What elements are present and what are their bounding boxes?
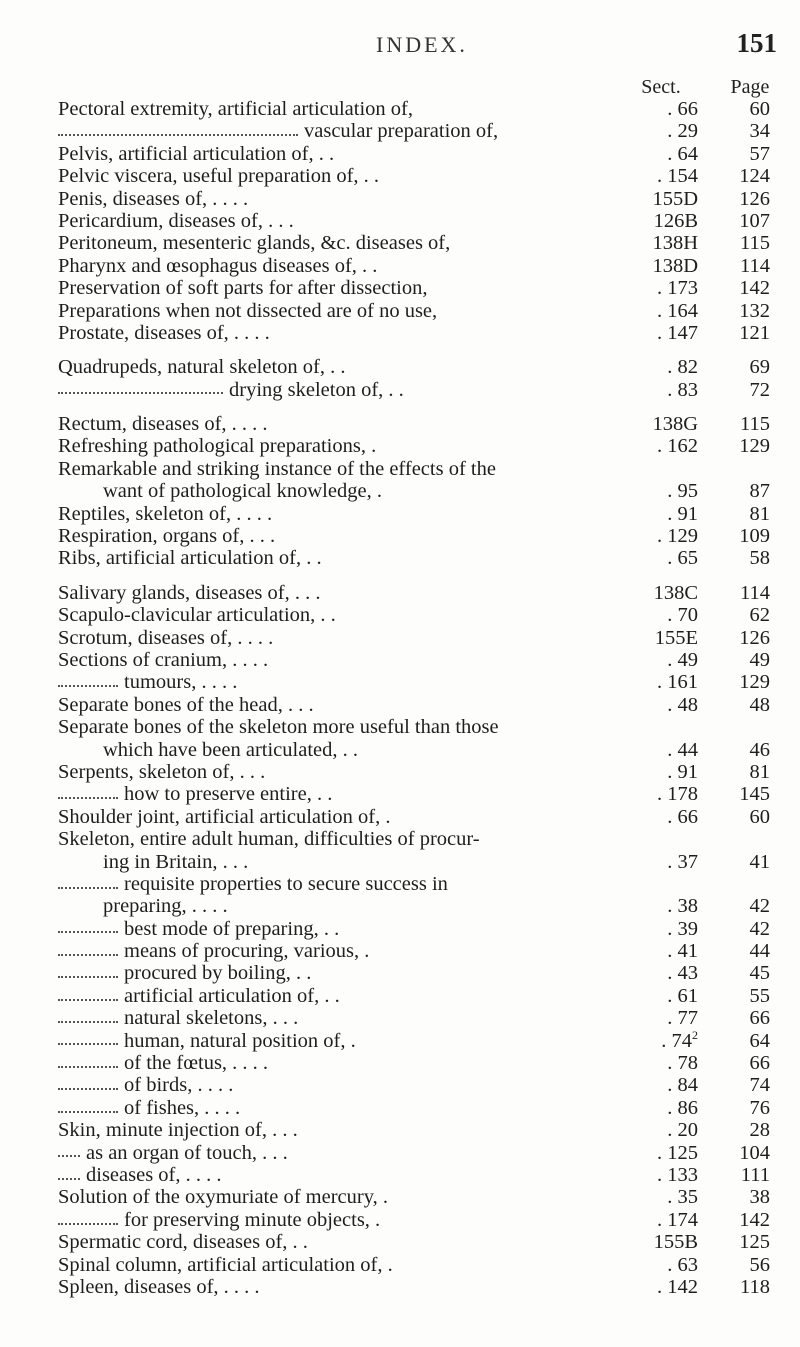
entry-page: 81 [749, 502, 770, 525]
entry-page: 69 [749, 356, 770, 379]
entry-section: . 95 [667, 480, 698, 503]
entry-label: Pelvic viscera, useful preparation of, . . [58, 165, 380, 188]
entry-page: 66 [749, 1007, 770, 1030]
index-entry [0, 761, 800, 783]
entry-section: . 35 [667, 1186, 698, 1209]
entry-page: 55 [749, 984, 770, 1007]
entry-page: 81 [749, 760, 770, 783]
index-entry [0, 828, 800, 850]
entry-page: 121 [739, 321, 770, 344]
entry-page: 48 [749, 693, 770, 716]
entry-page: 132 [739, 299, 770, 322]
entry-section: . 178 [657, 783, 698, 806]
entry-section: . 66 [667, 98, 698, 120]
entry-page: 126 [739, 626, 770, 649]
entry-text [58, 458, 496, 480]
index-entry [0, 1276, 800, 1298]
index-entry [0, 413, 800, 435]
entry-page: 114 [740, 581, 770, 604]
entry-section: . 162 [657, 435, 698, 458]
index-entry [0, 143, 800, 165]
entry-section: . 48 [667, 693, 698, 716]
entry-section: . 77 [667, 1007, 698, 1030]
index-entries [0, 98, 800, 1298]
entry-text [58, 694, 314, 716]
entry-text [58, 918, 339, 940]
entry-text [58, 525, 275, 547]
entry-label: natural skeletons, . . . [124, 1007, 299, 1030]
entry-label: Spleen, diseases of, . . . . [58, 1275, 260, 1298]
entry-text [58, 120, 498, 142]
index-entry [0, 918, 800, 940]
entry-section: 138C [653, 581, 698, 604]
entry-label: as an organ of touch, . . . [86, 1141, 288, 1164]
index-entry [0, 694, 800, 716]
entry-text [58, 1209, 380, 1231]
ditto-dash [58, 930, 118, 933]
entry-page: 109 [739, 525, 770, 548]
entry-label: vascular preparation of, [304, 120, 499, 143]
entry-text [58, 940, 369, 962]
entry-page: 44 [749, 940, 770, 963]
entry-page: 34 [749, 120, 770, 143]
entry-label: Ribs, artificial articulation of, . . [58, 547, 322, 570]
index-entry [0, 322, 800, 344]
entry-section: . 78 [667, 1052, 698, 1075]
entry-page: 66 [749, 1052, 770, 1075]
entry-section: . 142 [657, 1275, 698, 1298]
index-entry [0, 210, 800, 232]
entry-label: of the fœtus, . . . . [124, 1052, 269, 1075]
index-entry [0, 1027, 800, 1052]
entry-text [58, 582, 320, 604]
entry-section: . 133 [657, 1163, 698, 1186]
index-entry [0, 873, 800, 895]
entry-section: . $74^2$ [661, 1027, 698, 1052]
entry-page: 58 [749, 547, 770, 570]
ditto-dash [58, 953, 118, 956]
entry-label: Serpents, skeleton of, . . . [58, 760, 266, 783]
entry-page: 62 [749, 604, 770, 627]
entry-page: 28 [749, 1119, 770, 1142]
entry-section: . 161 [657, 671, 698, 694]
entry-section: . 125 [657, 1141, 698, 1164]
entry-text [58, 547, 322, 569]
entry-label: of fishes, . . . . [124, 1096, 241, 1119]
column-heading-sect: Sect. [641, 76, 681, 98]
index-entry [0, 379, 800, 401]
entry-label: Penis, diseases of, . . . . [58, 187, 249, 210]
index-entry [0, 255, 800, 277]
entry-label: Scapulo-clavicular articulation, . . [58, 604, 336, 627]
entry-page: 104 [739, 1141, 770, 1164]
index-entry [0, 1209, 800, 1231]
entry-label: Separate bones of the head, . . . [58, 693, 314, 716]
entry-text [58, 806, 390, 828]
entry-label: Remarkable and striking instance of the effects of the [58, 457, 496, 480]
ditto-dash [58, 391, 223, 394]
column-heading-page: Page [730, 76, 770, 98]
entry-label: which have been articulated, . . [103, 738, 358, 761]
ditto-dash [58, 684, 118, 687]
index-entry [0, 458, 800, 480]
running-title: INDEX. [376, 32, 468, 57]
entry-text [58, 379, 404, 401]
entry-section: . 43 [667, 962, 698, 985]
entry-section: . 154 [657, 165, 698, 188]
entry-label: diseases of, . . . . [86, 1163, 222, 1186]
entry-text [58, 716, 499, 738]
index-entry [0, 547, 800, 569]
entry-label: Solution of the oxymuriate of mercury, . [58, 1186, 389, 1209]
index-entry [0, 604, 800, 626]
entry-section: 138H [652, 232, 698, 255]
ditto-dash [58, 133, 298, 136]
entry-section: 155B [653, 1231, 698, 1254]
index-entry [0, 503, 800, 525]
entry-section: . 86 [667, 1096, 698, 1119]
entry-text [58, 356, 346, 378]
index-entry [0, 1074, 800, 1096]
ditto-dash [58, 1042, 118, 1045]
index-entry [0, 739, 800, 761]
entry-text [58, 604, 336, 626]
entry-page: 57 [749, 142, 770, 165]
index-entry [0, 120, 800, 142]
entry-text [58, 322, 270, 344]
index-entry [0, 300, 800, 322]
entry-text [58, 627, 273, 649]
index-entry [0, 962, 800, 984]
index-entry [0, 940, 800, 962]
entry-label: of birds, . . . . [124, 1074, 234, 1097]
entry-text [58, 1097, 240, 1119]
entry-section: 138G [652, 413, 698, 436]
entry-label: tumours, . . . . [124, 671, 238, 694]
entry-section: . 70 [667, 604, 698, 627]
index-entry [0, 1254, 800, 1276]
entry-page: 41 [749, 850, 770, 873]
entry-section: . 66 [667, 805, 698, 828]
entry-page: 64 [749, 1029, 770, 1052]
entry-section: . 174 [657, 1208, 698, 1231]
entry-text [58, 873, 448, 895]
ditto-dash [58, 796, 118, 799]
entry-section: . 44 [667, 738, 698, 761]
index-entry [0, 895, 800, 917]
index-entry [0, 525, 800, 547]
entry-section: 138D [652, 254, 698, 277]
entry-label: Skin, minute injection of, . . . [58, 1119, 298, 1142]
ditto-dash [58, 975, 118, 978]
entry-section: . 29 [667, 120, 698, 143]
section-superscript: 2 [692, 1027, 698, 1042]
entry-page: 129 [739, 435, 770, 458]
entry-section: . 84 [667, 1074, 698, 1097]
entry-section: . 38 [667, 895, 698, 918]
entry-section: . 41 [667, 940, 698, 963]
index-entry [0, 582, 800, 604]
entry-page: 111 [740, 1163, 770, 1186]
index-entry [0, 985, 800, 1007]
index-entry [0, 232, 800, 254]
entry-text [58, 962, 311, 984]
entry-label: for preserving minute objects, . [124, 1208, 381, 1231]
index-entry [0, 356, 800, 378]
entry-text [58, 1030, 356, 1052]
index-entry [0, 480, 800, 502]
entry-text [103, 851, 248, 873]
entry-page: 87 [749, 480, 770, 503]
entry-text [58, 1052, 268, 1074]
entry-section: . 82 [667, 356, 698, 379]
index-entry [0, 277, 800, 299]
entry-page: 115 [740, 232, 770, 255]
entry-label: Spermatic cord, diseases of, . . [58, 1231, 308, 1254]
entry-text [58, 985, 340, 1007]
entry-page: 107 [739, 209, 770, 232]
entry-label: Preparations when not dissected are of no use, [58, 299, 438, 322]
entry-label: Pelvis, artificial articulation of, . . [58, 142, 335, 165]
page-number: 151 [736, 28, 777, 58]
entry-label: Rectum, diseases of, . . . . [58, 413, 268, 436]
ditto-dash [58, 1110, 118, 1113]
entry-page: 124 [739, 165, 770, 188]
entry-label: Skeleton, entire adult human, difficulties of procur- [58, 828, 480, 851]
entry-label: means of procuring, various, . [124, 940, 370, 963]
entry-section: . 63 [667, 1253, 698, 1276]
entry-label: Salivary glands, diseases of, . . . [58, 581, 321, 604]
entry-page: 42 [749, 895, 770, 918]
entry-section: . 173 [657, 277, 698, 300]
entry-page: 74 [749, 1074, 770, 1097]
entry-label: Scrotum, diseases of, . . . . [58, 626, 274, 649]
entry-text [58, 671, 237, 693]
entry-text [58, 1231, 308, 1253]
index-entry [0, 1231, 800, 1253]
index-entry [0, 98, 800, 120]
index-entry [0, 1142, 800, 1164]
entry-text [58, 1186, 388, 1208]
entry-label: Prostate, diseases of, . . . . [58, 321, 270, 344]
entry-label: requisite properties to secure success in [124, 872, 448, 895]
entry-page: 125 [739, 1231, 770, 1254]
index-entry [0, 716, 800, 738]
index-entry [0, 435, 800, 457]
index-entry [0, 188, 800, 210]
entry-page: 126 [739, 187, 770, 210]
entry-text [58, 277, 427, 299]
index-entry [0, 627, 800, 649]
entry-text [58, 1164, 222, 1186]
entry-section: . 164 [657, 299, 698, 322]
index-entry [0, 1007, 800, 1029]
entry-label: Reptiles, skeleton of, . . . . [58, 502, 273, 525]
entry-label: Separate bones of the skeleton more useful than those [58, 716, 499, 739]
entry-label: Pharynx and œsophagus diseases of, . . [58, 254, 378, 277]
entry-text [103, 480, 382, 502]
entry-page: 42 [749, 917, 770, 940]
entry-text [58, 783, 332, 805]
entry-section: . 91 [667, 502, 698, 525]
entry-label: Preservation of soft parts for after dissection, [58, 277, 428, 300]
entry-section: 155D [652, 187, 698, 210]
ditto-dash [58, 1020, 118, 1023]
ditto-dash [58, 1177, 80, 1180]
entry-label: drying skeleton of, . . [229, 378, 404, 401]
entry-label: human, natural position of, . [124, 1029, 356, 1052]
index-entry [0, 851, 800, 873]
index-entry [0, 806, 800, 828]
entry-section: . 91 [667, 760, 698, 783]
entry-text [58, 649, 268, 671]
entry-text [58, 143, 334, 165]
entry-section: . 129 [657, 525, 698, 548]
entry-page: 46 [749, 738, 770, 761]
entry-page: 45 [749, 962, 770, 985]
entry-label: best mode of preparing, . . [124, 917, 340, 940]
entry-label: ing in Britain, . . . [103, 850, 249, 873]
entry-section: . 37 [667, 850, 698, 873]
entry-label: Pericardium, diseases of, . . . [58, 209, 294, 232]
entry-page: 38 [749, 1186, 770, 1209]
running-head [0, 28, 800, 68]
entry-page: 142 [739, 277, 770, 300]
entry-text [58, 1074, 233, 1096]
entry-text [58, 828, 480, 850]
entry-page: 76 [749, 1096, 770, 1119]
entry-page: 114 [740, 254, 770, 277]
entry-label: Respiration, organs of, . . . [58, 525, 276, 548]
ditto-dash [58, 1222, 118, 1225]
entry-section: 155E [654, 626, 698, 649]
entry-label: Shoulder joint, artificial articulation of, . [58, 805, 391, 828]
entry-section: . 39 [667, 917, 698, 940]
entry-page: 60 [749, 805, 770, 828]
index-entry [0, 1052, 800, 1074]
entry-text [58, 255, 377, 277]
entry-text [58, 165, 379, 187]
entry-text [58, 761, 265, 783]
ditto-dash [58, 1154, 80, 1157]
entry-page: 118 [740, 1275, 770, 1298]
entry-section: . 61 [667, 984, 698, 1007]
entry-text [58, 1007, 298, 1029]
entry-page: 72 [749, 378, 770, 401]
entry-text [58, 1142, 288, 1164]
entry-section: . 64 [667, 142, 698, 165]
entry-label: Sections of cranium, . . . . [58, 648, 269, 671]
ditto-dash [58, 1087, 118, 1090]
index-entry [0, 1097, 800, 1119]
entry-text [58, 188, 248, 210]
entry-label: Quadrupeds, natural skeleton of, . . [58, 356, 346, 379]
entry-label: Refreshing pathological preparations, . [58, 435, 377, 458]
entry-text [58, 210, 294, 232]
entry-label: want of pathological knowledge, . [103, 480, 382, 503]
entry-label: Pectoral extremity, artificial articulation of, [58, 98, 413, 120]
entry-page: 60 [749, 98, 770, 120]
ditto-dash [58, 1065, 118, 1068]
index-entry [0, 1119, 800, 1141]
index-entry [0, 649, 800, 671]
ditto-dash [58, 998, 118, 1001]
index-entry [0, 1186, 800, 1208]
entry-text [58, 300, 437, 322]
index-entry [0, 671, 800, 693]
entry-section: . 83 [667, 378, 698, 401]
entry-section: . 65 [667, 547, 698, 570]
entry-section: . 20 [667, 1119, 698, 1142]
entry-text [58, 1254, 393, 1276]
entry-text [58, 1276, 260, 1298]
entry-page: 115 [740, 413, 770, 436]
entry-text [58, 98, 413, 120]
entry-page: 49 [749, 648, 770, 671]
entry-page: 145 [739, 783, 770, 806]
entry-label: Peritoneum, mesenteric glands, &c. diseases of, [58, 232, 451, 255]
entry-text [58, 413, 268, 435]
entry-label: procured by boiling, . . [124, 962, 312, 985]
entry-label: artificial articulation of, . . [124, 984, 340, 1007]
entry-page: 56 [749, 1253, 770, 1276]
ditto-dash [58, 886, 118, 889]
entry-page: 129 [739, 671, 770, 694]
entry-text [103, 895, 228, 917]
entry-text [58, 1119, 298, 1141]
entry-page: 142 [739, 1208, 770, 1231]
entry-section: 126B [653, 209, 698, 232]
entry-text [58, 232, 450, 254]
index-entry [0, 783, 800, 805]
entry-label: how to preserve entire, . . [124, 783, 333, 806]
entry-text [58, 435, 376, 457]
entry-label: Spinal column, artificial articulation of, . [58, 1253, 393, 1276]
index-entry [0, 165, 800, 187]
entry-section: . 147 [657, 321, 698, 344]
entry-text [103, 739, 358, 761]
index-entry [0, 1164, 800, 1186]
entry-section: . 49 [667, 648, 698, 671]
entry-label: preparing, . . . . [103, 895, 228, 918]
entry-text [58, 503, 272, 525]
